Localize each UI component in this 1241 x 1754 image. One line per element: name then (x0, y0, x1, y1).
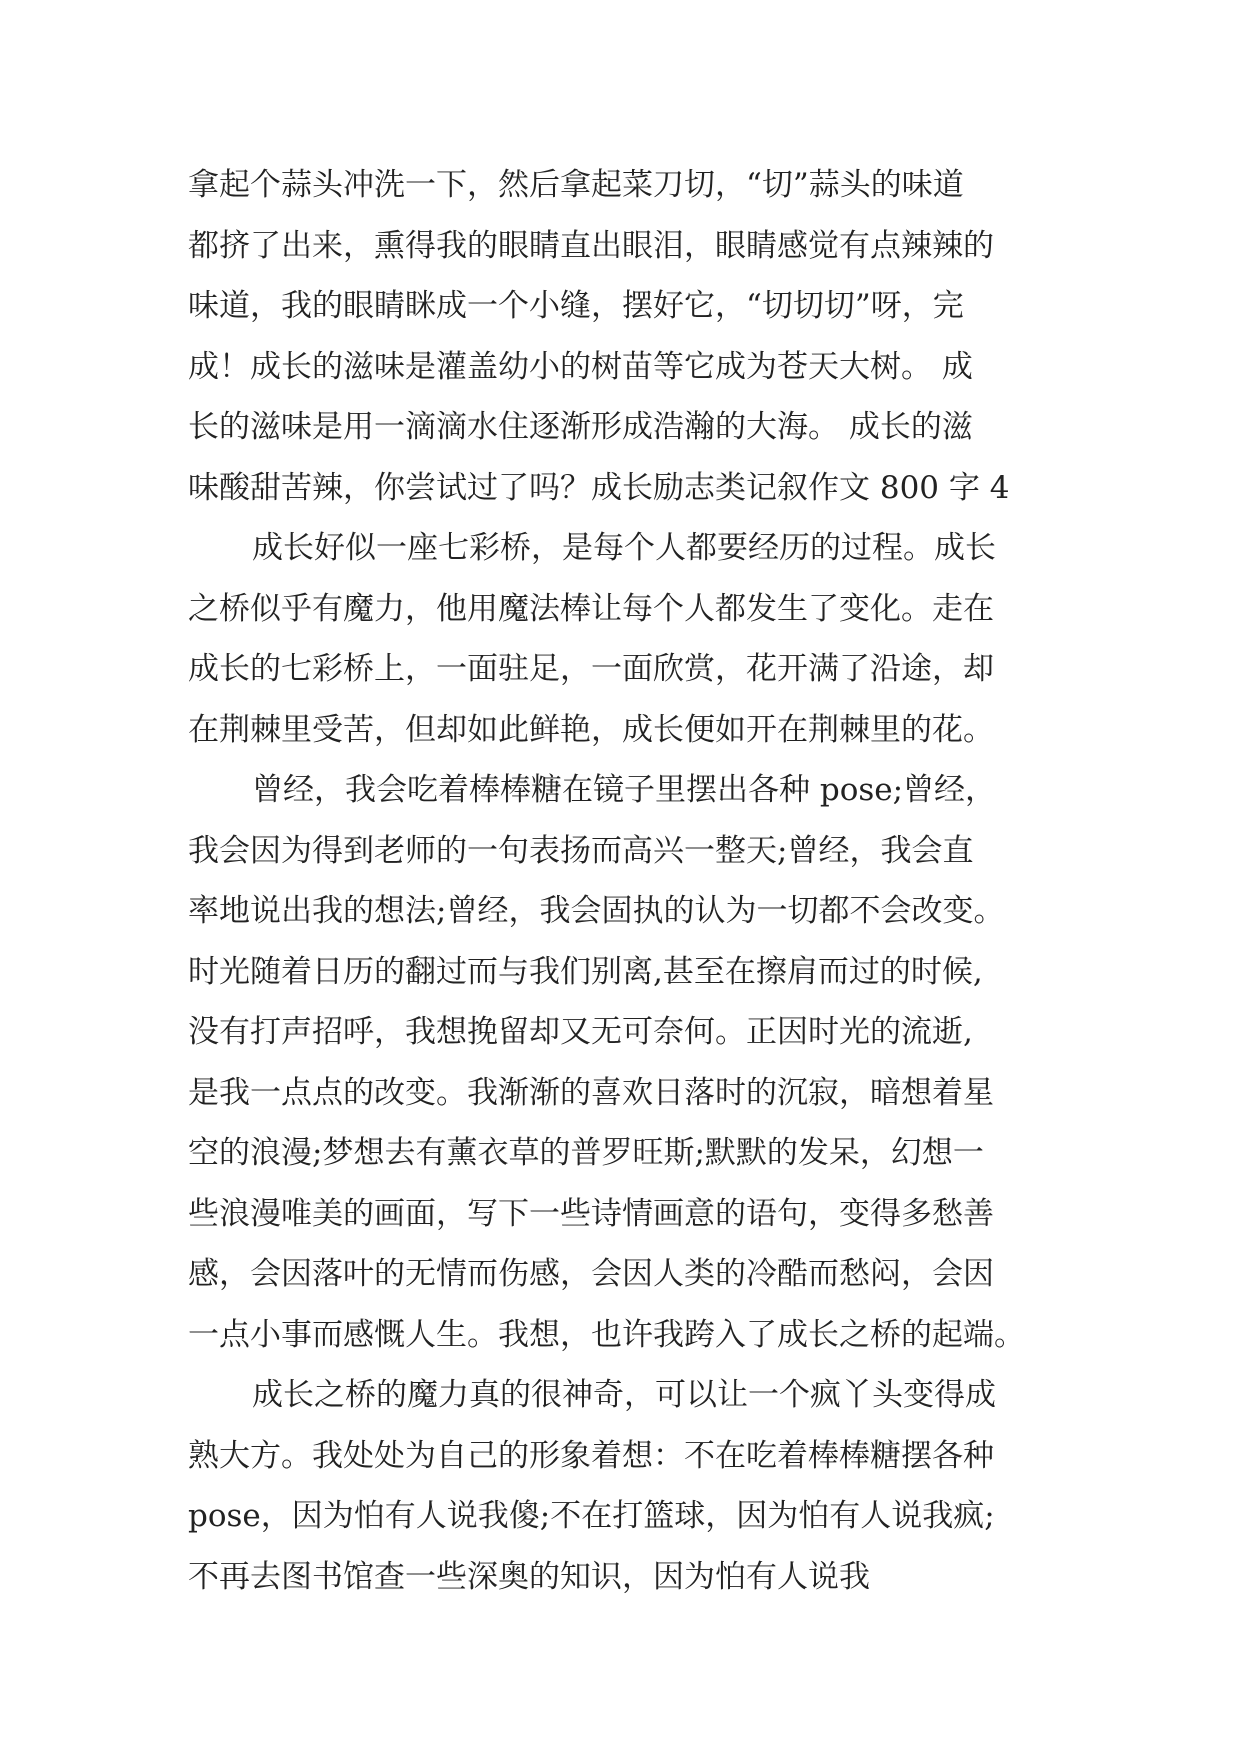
text-line: 感，会因落叶的无情而伤感，会因人类的冷酷而愁闷，会因 (188, 1256, 994, 1292)
text-line: 熟大方。我处处为自己的形象着想：不在吃着棒棒糖摆各种 (188, 1437, 994, 1474)
paragraph-first-line: 成长好似一座七彩桥，是每个人都要经历的过程。成长 (252, 530, 996, 566)
text-line: 空的浪漫;梦想去有薰衣草的普罗旺斯;默默的发呆，幻想一 (188, 1135, 984, 1171)
text-line: 时光随着日历的翻过而与我们别离,甚至在擦肩而过的时候, (188, 953, 983, 990)
text-line: 拿起个蒜头冲洗一下，然后拿起菜刀切，“切”蒜头的味道 (188, 167, 964, 203)
text-line: 没有打声招呼，我想挽留却又无可奈何。正因时光的流逝, (188, 1014, 973, 1050)
text-line: 味道，我的眼睛眯成一个小缝，摆好它，“切切切”呀，完 (188, 288, 964, 324)
text-line: 之桥似乎有魔力，他用魔法棒让每个人都发生了变化。走在 (188, 590, 994, 627)
text-line: 成！成长的滋味是灌盖幼小的树苗等它成为苍天大树。 成 (188, 348, 973, 385)
text-line: 长的滋味是用一滴滴水住逐渐形成浩瀚的大海。 成长的滋 (188, 409, 973, 445)
text-line: 味酸甜苦辣，你尝试过了吗？成长励志类记叙作文 800 字 4 (188, 469, 1010, 506)
text-line: 是我一点点的改变。我渐渐的喜欢日落时的沉寂，暗想着星 (188, 1074, 994, 1111)
text-line: 都挤了出来，熏得我的眼睛直出眼泪，眼睛感觉有点辣辣的 (188, 227, 994, 264)
paragraph-first-line: 成长之桥的魔力真的很神奇，可以让一个疯丫头变得成 (252, 1377, 996, 1413)
text-line: 不再去图书馆查一些深奥的知识，因为怕有人说我 (188, 1558, 870, 1595)
text-line: pose，因为怕有人说我傻;不在打篮球，因为怕有人说我疯; (188, 1498, 995, 1534)
text-line: 在荆棘里受苦，但却如此鲜艳，成长便如开在荆棘里的花。 (188, 711, 994, 748)
text-line: 我会因为得到老师的一句表扬而高兴一整天;曾经，我会直 (188, 832, 974, 869)
text-line: 一点小事而感慨人生。我想，也许我跨入了成长之桥的起端。 (188, 1316, 1025, 1353)
text-line: 成长的七彩桥上，一面驻足，一面欣赏，花开满了沿途，却 (188, 651, 994, 687)
text-line: 率地说出我的想法;曾经，我会固执的认为一切都不会改变。 (188, 893, 1005, 929)
paragraph-first-line: 曾经，我会吃着棒棒糖在镜子里摆出各种 pose;曾经， (252, 772, 997, 808)
text-line: 些浪漫唯美的画面，写下一些诗情画意的语句，变得多愁善 (188, 1195, 994, 1232)
body-text (188, 155, 1068, 1607)
